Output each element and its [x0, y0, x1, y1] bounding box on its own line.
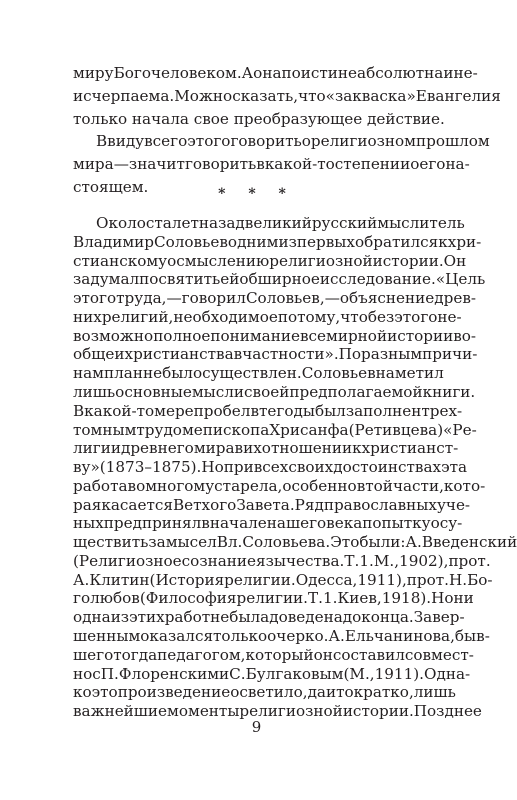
text-line: них религий, необходимое потому, что без этого не- [73, 307, 462, 326]
text-line: голюбов (Философия религии. Т. 1. Киев, 1918). Но ни [73, 589, 474, 608]
text-line: (Религиозное сознание язычества. Т. 1. М., 1902), прот. [73, 551, 491, 570]
text-line: обще и христианства в частности». По разным причи- [73, 345, 478, 364]
text-line: А. Клитин (История религии. Одесса, 1911), прот. Н. Бо- [73, 570, 493, 589]
text-line: Владимир Соловьев одним из первых обратился к хри- [73, 232, 482, 251]
text-line: Около ста лет назад великий русский мыслитель [96, 214, 465, 232]
text-line: стоящем. [73, 178, 149, 196]
text-line: задумал посвятить ей обширное исследование. «Цель [73, 270, 486, 289]
book-page [73, 0, 517, 800]
text-line: ных предпринял в начале нашего века попытку осу- [73, 514, 463, 533]
text-line: ко это произведение осветило, да и то кратко, лишь [73, 683, 456, 702]
text-line: Ввиду всего этого говорить о религиозном прошлом [96, 132, 490, 150]
text-line: шенным оказался только очерк о. А. Ельчанинова, быв- [73, 626, 490, 645]
text-line: шего тогда педагогом, который он составил совмест- [73, 645, 474, 664]
text-line: томным трудом епископа Хрисанфа (Ретивцева) «Ре- [73, 420, 477, 439]
text-line: возможно полное понимание всемирной истории во- [73, 326, 477, 345]
text-line: ществить замысел Вл. Соловьева. Это были: А. Введенский [73, 533, 517, 552]
text-line: миру Богочеловеком. А она поистине абсолютна и не- [73, 64, 478, 82]
text-line: работа во многом устарела, особенно в той части, кото- [73, 476, 486, 495]
text-line: но с П. Флоренским и С. Булгаковым (М., 1911). Одна- [73, 664, 471, 683]
text-line: В какой-то мере пробел в те годы был заполнен трех- [73, 401, 463, 420]
text-line: мира — значит говорить в какой-то степени и о его на- [73, 155, 470, 173]
text-line: ву» (1873–1875). Но при всех своих достоинствах эта [73, 458, 468, 476]
text-line: этого труда, — говорил Соловьев, — объяснение древ- [73, 289, 477, 308]
text-line: только начала свое преобразующее действие. [73, 110, 445, 128]
text-line: исчерпаема. Можно сказать, что «закваска» Евангелия [73, 87, 501, 105]
text-line: одна из этих работ не была доведена до конца. Завер- [73, 608, 465, 627]
text-line: важнейшие моменты религиозной истории. Позднее [73, 702, 482, 720]
text-line: лишь основные мысли своей предполагаемой книги. [73, 382, 476, 401]
text-line: стианскому осмыслению религиозной истории. Он [73, 251, 467, 270]
section-separator: * * * [218, 186, 295, 202]
page-number: 9 [251, 718, 262, 736]
text-line: рая касается Ветхого Завета. Ряд православных уче- [73, 495, 471, 514]
text-line: нам план не был осуществлен. Соловьев наметил [73, 364, 444, 383]
text-line: лигии древнего мира в их отношении к христианст- [73, 439, 459, 458]
